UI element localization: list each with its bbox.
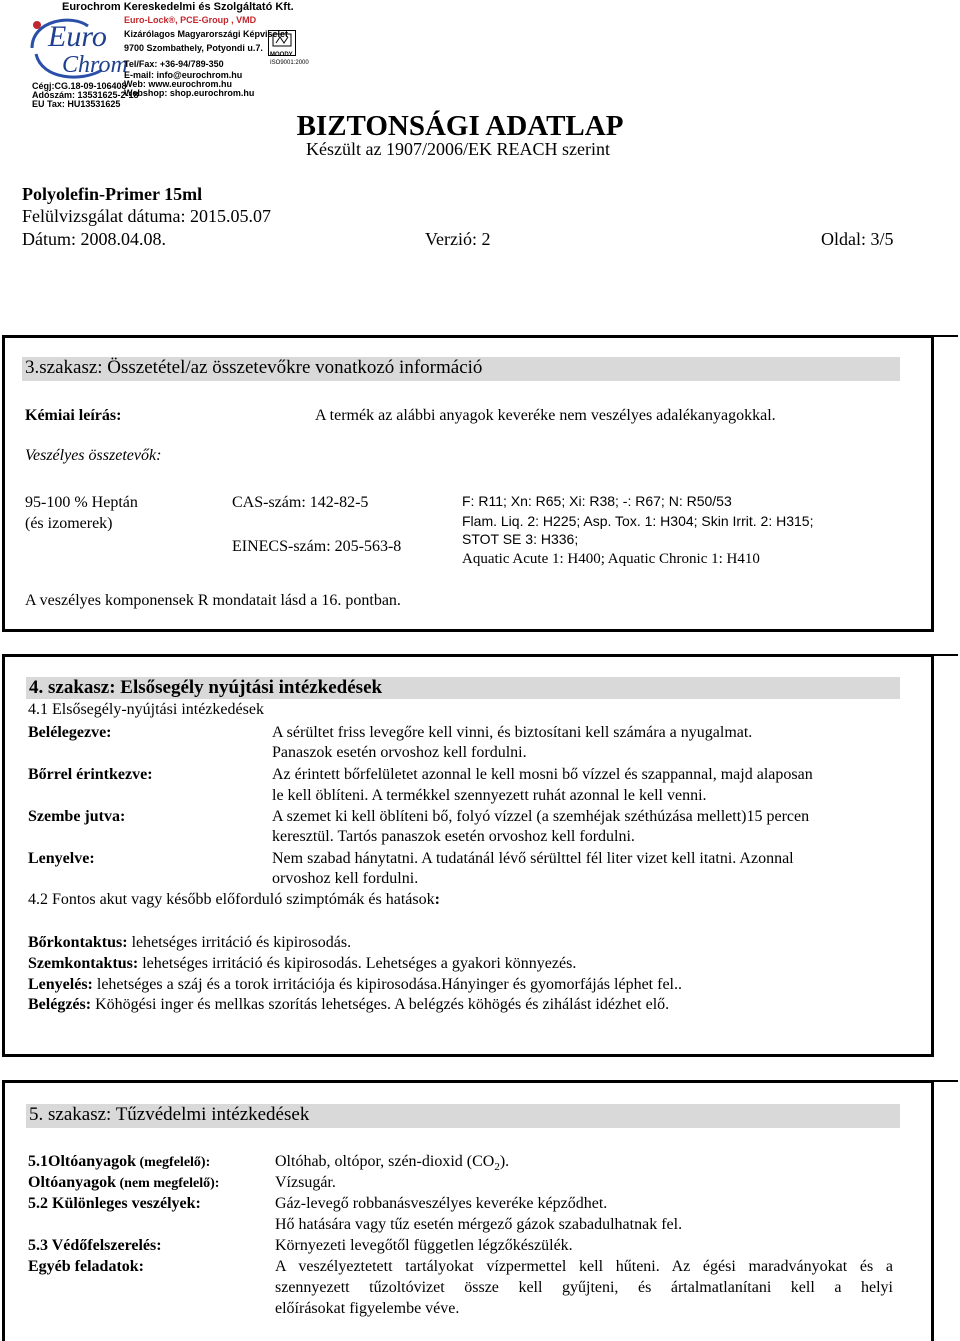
symptoms-subheading-colon: : <box>434 891 440 908</box>
inhalation-label: Belélegezve: <box>28 724 112 741</box>
eu-tax: EU Tax: HU13531625 <box>32 99 121 109</box>
logo-text-top: Euro <box>48 20 107 53</box>
inhalation-text-1: A sérültet friss levegőre kell vinni, és biztosítani kell számára a nyugalmat. <box>272 724 753 741</box>
symptom-inhalation-text: Köhögési inger és mellkas szorítás lehetséges. A belégzés köhögés és zihálást idézhet elő. <box>91 996 670 1013</box>
component-name: 95-100 % Heptán <box>25 494 138 511</box>
unsuitable-label-a: Oltóanyagok <box>28 1174 117 1191</box>
hazardous-components-label: Veszélyes összetevők: <box>25 447 162 464</box>
doc-page: Oldal: 3/5 <box>821 229 894 249</box>
other-tasks-text-1: A veszélyeztetett tartályokat vízpermettel kell hűteni. Az égési maradványokat és a <box>275 1258 893 1275</box>
classification-line-1: F: R11; Xn: R65; Xi: R38; -: R67; N: R50/53 <box>462 493 732 509</box>
web: Web: www.eurochrom.hu <box>124 79 233 89</box>
section-4-heading: 4. szakasz: Elsősegély nyújtási intézkedések <box>26 677 900 699</box>
product-name: Polyolefin-Primer 15ml <box>22 184 203 204</box>
classification-line-3: STOT SE 3: H336; <box>462 531 579 547</box>
symptom-skin-text: lehetséges irritáció és kipirosodás. <box>127 934 352 951</box>
representation: Kizárólagos Magyarországi Képviselet <box>124 29 289 39</box>
extinguishing-text-main: Oltóhab, oltópor, szén-dioxid (CO <box>275 1153 495 1170</box>
protective-equipment-label: 5.3 Védőfelszerelés: <box>28 1237 162 1254</box>
logo-text-bottom: Chrom <box>62 52 128 78</box>
section-4-rule <box>2 654 958 656</box>
review-date: Felülvizsgálat dátuma: 2015.05.07 <box>22 206 271 226</box>
tax-number: Adószám: 13531625-2-18 <box>32 90 139 100</box>
section-3-heading: 3.szakasz: Összetétel/az összetevőkre vonatkozó információ <box>22 357 900 381</box>
symptom-eye-text: lehetséges irritáció és kipirosodás. Lehetséges a gyakori könnyezés. <box>138 955 577 972</box>
email: E-mail: info@eurochrom.hu <box>124 70 243 80</box>
chem-desc-label: Kémiai leírás: <box>25 407 122 424</box>
einecs-number: EINECS-szám: 205-563-8 <box>232 538 402 555</box>
other-tasks-text-2: szennyezett tűzoltóvizet össze kell gyűjteni, és ártalmatlanítani kell a helyi <box>275 1279 893 1296</box>
company-name: Eurochrom Kereskedelmi és Szolgáltató Kft. <box>62 1 294 13</box>
other-tasks-text-3: előírásokat figyelembe véve. <box>275 1300 460 1317</box>
iso-label: ISO9001:2000 <box>270 60 309 66</box>
eye-contact-text-1: A szemet ki kell öblíteni bő, folyó vízzel (a szemhéjak széthúzása mellett)15 percen <box>272 808 810 825</box>
component-isomers: (és izomerek) <box>25 515 113 532</box>
letterhead <box>0 0 960 115</box>
doc-version: Verzió: 2 <box>425 229 491 249</box>
ingestion-text-2: orvoshoz kell fordulni. <box>272 870 419 887</box>
chem-desc-text: A termék az alábbi anyagok keveréke nem veszélyes adalékanyagokkal. <box>315 407 776 424</box>
cert-label: MOODY <box>270 52 293 58</box>
symptoms-subheading <box>28 890 440 910</box>
extinguishing-text-end: ). <box>499 1153 510 1170</box>
protective-equipment-text: Környezeti levegőtől független légzőkészülék. <box>275 1237 573 1254</box>
unsuitable-text: Vízsugár. <box>275 1174 336 1191</box>
unsuitable-label <box>28 1173 219 1194</box>
section-5-heading: 5. szakasz: Tűzvédelmi intézkedések <box>26 1104 900 1128</box>
page-subtitle: Készült az 1907/2006/EK REACH szerint <box>306 139 610 159</box>
address: 9700 Szombathely, Potyondi u.7. <box>124 43 263 53</box>
eye-contact-label: Szembe jutva: <box>28 808 126 825</box>
symptom-inhalation-label: Belégzés: <box>28 996 92 1013</box>
symptoms-subheading-text: 4.2 Fontos akut vagy később előforduló szimptómák és hatások <box>28 891 435 908</box>
company-reg: Cégj:CG.18-09-106408 <box>32 81 127 91</box>
extinguishing-label <box>28 1152 210 1173</box>
skin-contact-label: Bőrrel érintkezve: <box>28 766 153 783</box>
company-logo <box>22 10 132 85</box>
extinguishing-label-a: 5.1Oltóanyagok <box>28 1153 137 1170</box>
section-5-rule <box>2 1080 958 1082</box>
symptom-ingestion <box>28 975 682 995</box>
symptom-eye-label: Szemkontaktus: <box>28 955 139 972</box>
webshop: Webshop: shop.eurochrom.hu <box>124 88 255 98</box>
ingestion-label: Lenyelve: <box>28 850 95 867</box>
inhalation-text-2: Panaszok esetén orvoshoz kell fordulni. <box>272 744 527 761</box>
eye-contact-text-2: keresztül. Tartós panaszok esetén orvoshoz kell fordulni. <box>272 828 635 845</box>
telfax: Tel/Fax: +36-94/789-350 <box>124 59 224 69</box>
r-phrases-note: A veszélyes komponensek R mondatait lásd a 16. pontban. <box>25 592 401 609</box>
cas-number: CAS-szám: 142-82-5 <box>232 494 369 511</box>
symptom-inhalation <box>28 995 669 1015</box>
special-hazards-label: 5.2 Különleges veszélyek: <box>28 1195 201 1212</box>
page-title: BIZTONSÁGI ADATLAP <box>296 110 624 142</box>
special-hazards-text-2: Hő hatására vagy tűz esetén mérgező gázok szabadulhatnak fel. <box>275 1216 683 1233</box>
extinguishing-text-sub: 2 <box>494 1161 500 1174</box>
section-3-rule <box>2 335 958 337</box>
first-aid-subheading: 4.1 Elsősegély-nyújtási intézkedések <box>28 701 264 718</box>
ingestion-text-1: Nem szabad hánytatni. A tudatánál lévő sérülttel fél liter vizet kell itatni. Azonnal <box>272 850 794 867</box>
doc-date: Dátum: 2008.04.08. <box>22 229 166 249</box>
symptom-ingestion-text: lehetséges a száj és a torok irritációja és kipirosodása.Hányinger és gyomorfájás léphet fel.. <box>92 976 682 993</box>
classification-line-4: Aquatic Acute 1: H400; Aquatic Chronic 1: H410 <box>462 551 760 567</box>
symptom-eye <box>28 954 576 974</box>
extinguishing-label-b: (megfelelő): <box>136 1155 211 1170</box>
skin-contact-text-2: le kell öblíteni. A termékkel szennyezett ruhát azonnal le kell venni. <box>272 787 707 804</box>
unsuitable-label-b: (nem megfelelő): <box>116 1176 220 1191</box>
other-tasks-label: Egyéb feladatok: <box>28 1258 144 1275</box>
symptom-skin <box>28 933 351 953</box>
brands: Euro-Lock®, PCE-Group , VMD <box>124 15 257 25</box>
symptom-ingestion-label: Lenyelés: <box>28 976 93 993</box>
skin-contact-text-1: Az érintett bőrfelületet azonnal le kell mosni bő vízzel és szappannal, majd alaposan <box>272 766 813 783</box>
symptom-skin-label: Bőrkontaktus: <box>28 934 128 951</box>
special-hazards-text-1: Gáz-levegő robbanásveszélyes keveréke képződhet. <box>275 1195 608 1212</box>
classification-line-2: Flam. Liq. 2: H225; Asp. Tox. 1: H304; Skin Irrit. 2: H315; <box>462 513 814 529</box>
